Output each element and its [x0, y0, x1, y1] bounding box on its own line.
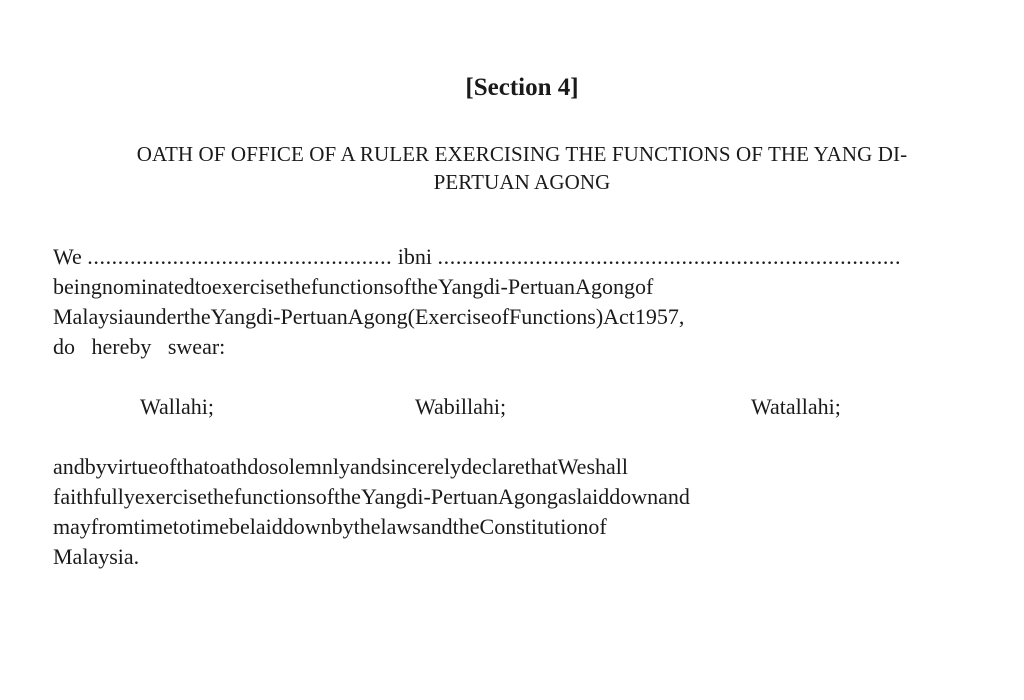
paragraph-2-line-4: Malaysia. [53, 544, 140, 569]
word: shall [586, 454, 628, 479]
word: that [176, 454, 210, 479]
paragraph-1-line-4: do hereby swear: [53, 334, 226, 359]
oath-word-wallahi: Wallahi; [140, 394, 214, 419]
word: 1957, [634, 304, 685, 329]
word: of [490, 304, 510, 329]
word: and [420, 514, 453, 539]
word: Functions) [509, 304, 604, 329]
paragraph-2-line-2 [53, 482, 959, 512]
word: time [189, 514, 229, 539]
father-name-blank: ............................................................................ [437, 244, 902, 269]
section-heading: [Section 4] [465, 74, 579, 101]
word: the [452, 514, 480, 539]
word: the [283, 274, 311, 299]
oath-title-line-2: PERTUAN AGONG [433, 170, 611, 194]
oath-words-row [0, 392, 1024, 422]
oath-paragraph-1 [53, 242, 959, 362]
word: nominated [101, 274, 195, 299]
word: Yang [437, 274, 484, 299]
word: and [53, 454, 85, 479]
word: Agong [498, 484, 558, 509]
word: declare [461, 454, 525, 479]
we-word: We [53, 244, 82, 269]
word: (Exercise [407, 304, 491, 329]
word: di-Pertuan [406, 484, 499, 509]
oath-title [70, 140, 974, 196]
word: the [411, 274, 438, 299]
word: the [334, 484, 361, 509]
word: faithfully [53, 484, 135, 509]
word: and [658, 484, 690, 509]
word: exercise [211, 274, 284, 299]
word: We [557, 454, 587, 479]
word: Yang [210, 304, 257, 329]
oath-word-wabillahi: Wabillahi; [415, 394, 507, 419]
word: to [194, 274, 212, 299]
word: Yang [360, 484, 407, 509]
word: virtue [106, 454, 159, 479]
word: di-Pertuan [256, 304, 348, 329]
word: Malaysia [53, 304, 134, 329]
word: the [183, 304, 211, 329]
word: of [392, 274, 412, 299]
word: under [133, 304, 184, 329]
word: and [349, 454, 382, 479]
oath-word-watallahi: Watallahi; [751, 394, 841, 419]
word: down [282, 514, 332, 539]
word: laid [249, 514, 283, 539]
word: functions [310, 274, 393, 299]
ruler-name-blank: .................................................. [87, 244, 393, 269]
word: Agong [575, 274, 635, 299]
word: may [53, 514, 91, 539]
word: of [588, 514, 607, 539]
word: time [133, 514, 173, 539]
word: the [206, 484, 234, 509]
oath-paragraph-2 [53, 452, 959, 572]
paragraph-2-line-1 [53, 452, 959, 482]
word: of [158, 454, 177, 479]
word: down [609, 484, 659, 509]
word: by [84, 454, 107, 479]
word: of [634, 274, 654, 299]
word: being [53, 274, 102, 299]
word: di-Pertuan [483, 274, 576, 299]
word: Constitution [479, 514, 589, 539]
word: by [331, 514, 354, 539]
word: of [315, 484, 335, 509]
word: Agong [347, 304, 408, 329]
ibni-word: ibni [397, 244, 433, 269]
word: from [90, 514, 134, 539]
paragraph-1-line-2 [53, 272, 959, 302]
word: that [524, 454, 558, 479]
word: to [172, 514, 190, 539]
word: the [353, 514, 381, 539]
word: laid [576, 484, 610, 509]
paragraph-2-line-3 [53, 512, 959, 542]
word: exercise [134, 484, 207, 509]
word: functions [233, 484, 316, 509]
word: laws [380, 514, 421, 539]
word: be [229, 514, 250, 539]
word: Act [603, 304, 635, 329]
word: sincerely [381, 454, 462, 479]
word: oath [209, 454, 248, 479]
word: solemnly [269, 454, 350, 479]
word: as [557, 484, 577, 509]
oath-title-line-1: OATH OF OFFICE OF A RULER EXERCISING THE FUNCTIONS OF THE YANG DI- [136, 142, 908, 166]
paragraph-1-line-3 [53, 302, 959, 332]
word: do [247, 454, 270, 479]
paragraph-1-line-1 [53, 242, 959, 272]
